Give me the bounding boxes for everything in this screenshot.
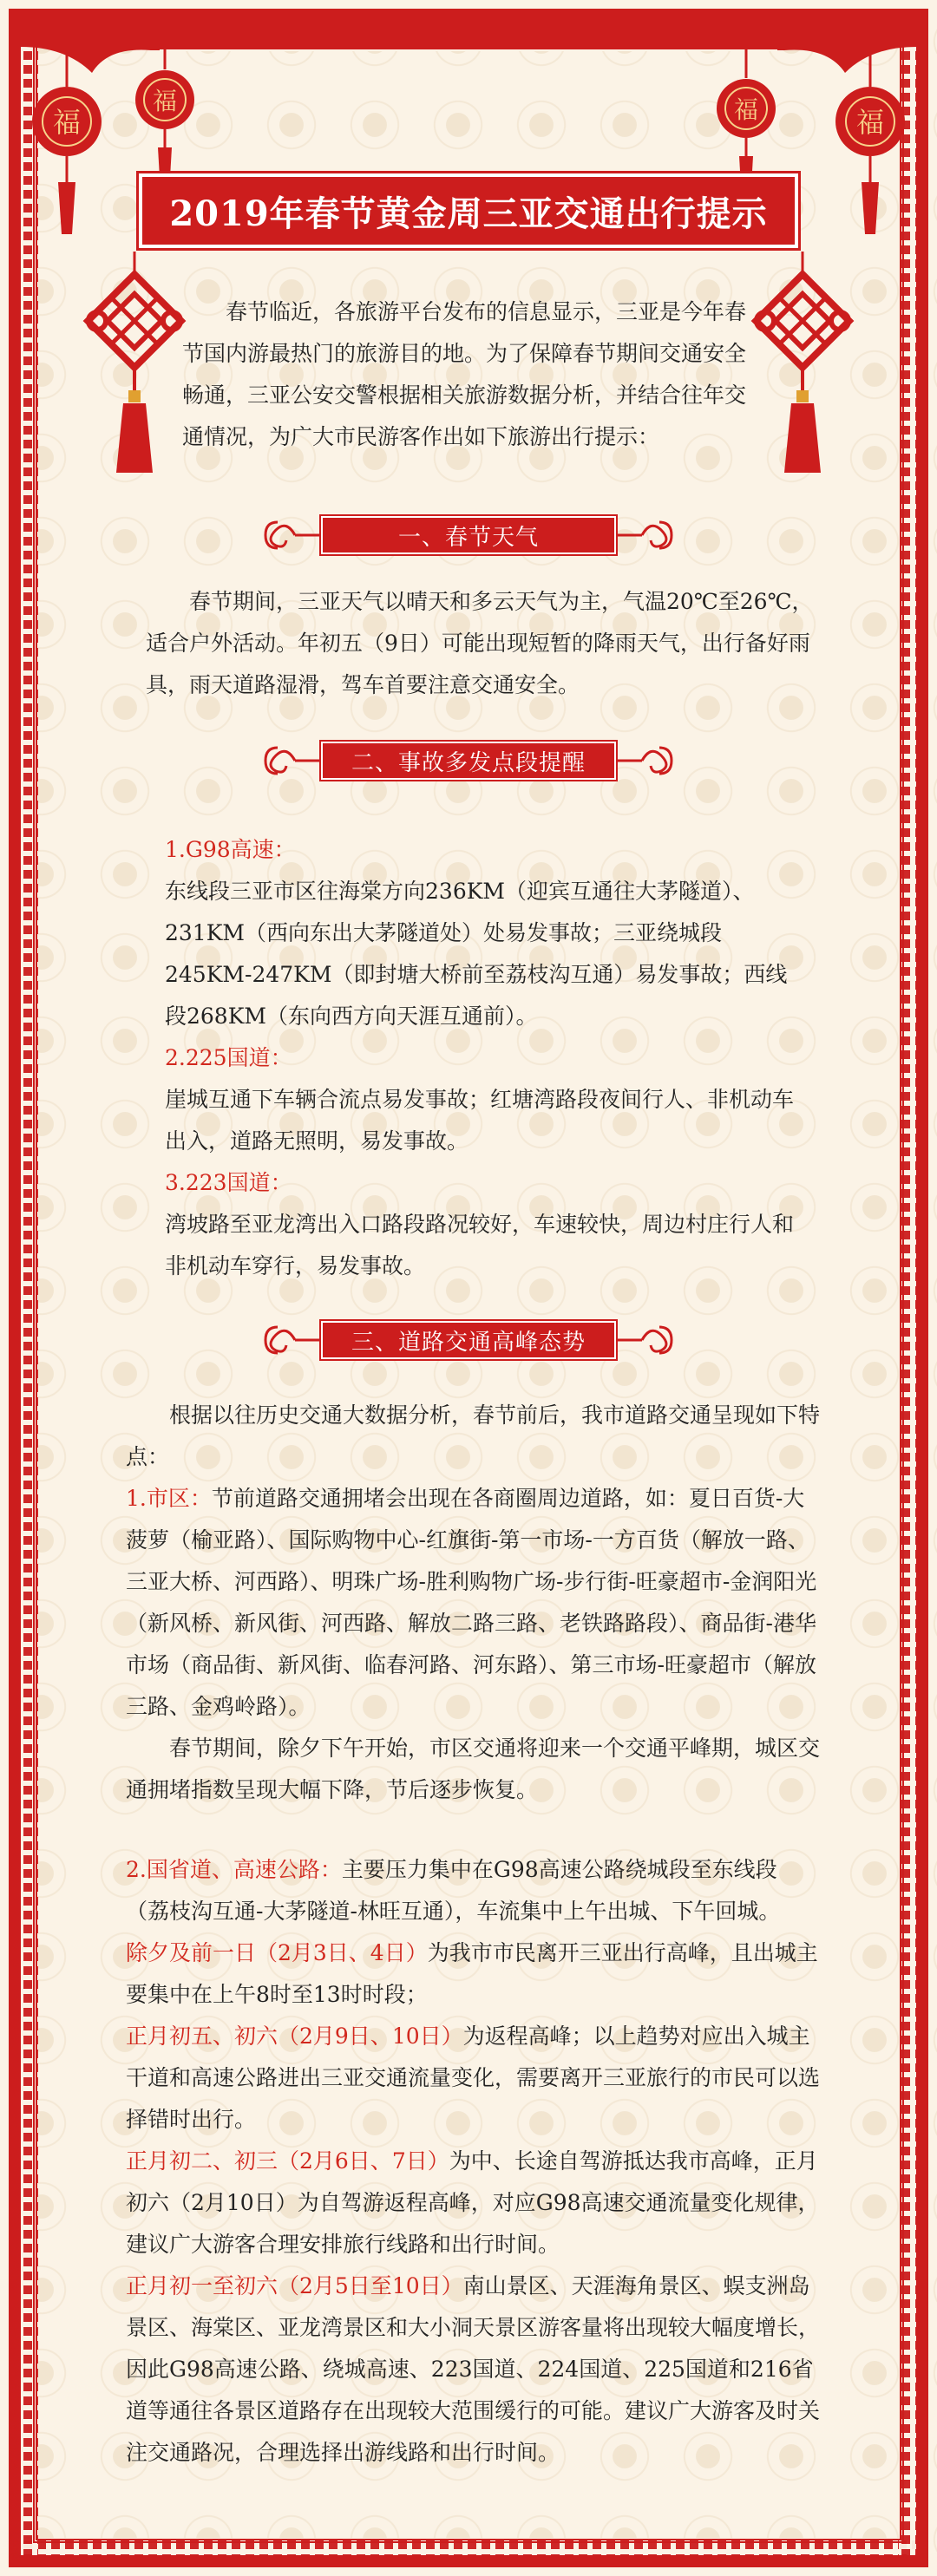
section-2-heading-text: 二、事故多发点段提醒 <box>351 749 586 776</box>
city-paragraph <box>126 1478 820 1728</box>
section-1-body <box>146 581 814 706</box>
peak-label-3: 正月初二、初三（2月6日、7日） <box>126 2148 449 2174</box>
peak-paragraph-3 <box>126 2141 820 2265</box>
chinese-knot-icon-left <box>78 252 191 477</box>
auspicious-cloud-icon-right <box>616 513 677 557</box>
highway-paragraph <box>126 1849 820 1932</box>
section-1-heading-text: 一、春节天气 <box>397 524 539 551</box>
g98-body: 东线段三亚市区往海棠方向236KM（迎宾互通往大茅隧道）、231KM（西向东出大茅隧道处）处易发事故；三亚绕城段245KM-247KM（即封塘大桥前至荔枝沟互通）易发事故；西线段268KM（东向西方向天涯互通前）。 <box>165 879 788 1029</box>
auspicious-cloud-icon-right <box>616 739 677 782</box>
peak-paragraph-4 <box>126 2265 820 2474</box>
g98-label: 1.G98高速： <box>165 837 296 862</box>
auspicious-cloud-icon-left <box>260 513 321 557</box>
auspicious-cloud-icon-right <box>616 1318 677 1362</box>
city-label: 1.市区： <box>126 1486 212 1511</box>
g225-body: 崖城互通下车辆合流点易发事故；红塘湾路段夜间行人、非机动车出入，道路无照明，易发事故。 <box>165 1087 795 1154</box>
fu-lantern-icon-left-outer <box>28 52 106 243</box>
peak-paragraph-2 <box>126 2016 820 2141</box>
peak-body-4: 南山景区、天涯海角景区、蜈支洲岛景区、海棠区、亚龙湾景区和大小洞天景区游客量将出现较大幅度增长，因此G98高速公路、绕城高速、223国道、224国道、225国道和216省道等通往各景区道路存在出现较大范围缓行的可能。建议广大游客及时关注交通路况，合理选择出游线路和出行时间。 <box>126 2273 821 2465</box>
chinese-knot-icon-right <box>746 252 859 477</box>
city-body: 节前道路交通拥堵会出现在各商圈周边道路，如：夏日百货-大菠萝（榆亚路）、国际购物中心-红旗街-第一市场-一方百货（解放一路、三亚大桥、河西路）、明珠广场-胜利购物广场-步行街-旺豪超市-金润阳光（新风桥、新风街、河西路、解放二路三路、老铁路路段）、商品街-港华市场（商品街、新风街、临春河路、河东路）、第三市场-旺豪超市（解放三路、金鸡岭路）。 <box>126 1486 817 1719</box>
section-1-heading <box>0 513 937 557</box>
section-2-body <box>165 829 798 1287</box>
peak-body-3: 为中、长途自驾游抵达我市高峰，正月初六（2月10日）为自驾游返程高峰，对应G98高速交通流量变化规律，建议广大游客合理安排旅行线路和出行时间。 <box>126 2148 820 2257</box>
auspicious-cloud-icon-left <box>260 739 321 782</box>
intro-paragraph <box>182 291 755 458</box>
peak-label-2: 正月初五、初六（2月9日、10日） <box>126 2024 463 2049</box>
section-3-heading-text: 三、道路交通高峰态势 <box>351 1329 586 1356</box>
intro-text: 春节临近，各旅游平台发布的信息显示，三亚是今年春节国内游最热门的旅游目的地。为了保障春节期间交通安全畅通，三亚公安交警根据相关旅游数据分析，并结合往年交通情况，为广大市民游客作出如下旅游出行提示： <box>182 299 747 449</box>
peak-label-1: 除夕及前一日（2月3日、4日） <box>126 1940 428 1965</box>
page-title <box>139 173 798 248</box>
section-1-body-text: 春节期间，三亚天气以晴天和多云天气为主，气温20℃至26℃，适合户外活动。年初五（9日）可能出现短暂的降雨天气，出行备好雨具，雨天道路湿滑，驾车首要注意交通安全。 <box>146 589 814 697</box>
section-2-heading <box>0 739 937 782</box>
g225-label: 2.225国道： <box>165 1045 292 1070</box>
svg-text:福: 福 <box>733 95 759 124</box>
peak-body-2: 为返程高峰；以上趋势对应出入城主干道和高速公路进出三亚交通流量变化，需要离开三亚旅行的市民可以选择错时出行。 <box>126 2024 821 2132</box>
section-3-body <box>126 1395 820 2474</box>
city-note: 春节期间，除夕下午开始，市区交通将迎来一个交通平峰期，城区交通拥堵指数呈现大幅下降，节后逐步恢复。 <box>126 1736 821 1802</box>
highway-body: 主要压力集中在G98高速公路绕城段至东线段（荔枝沟互通-大茅隧道-林旺互通），车流集中上午出城、下午回城。 <box>126 1857 781 1924</box>
auspicious-cloud-icon-left <box>260 1318 321 1362</box>
highway-label: 2.国省道、高速公路： <box>126 1857 342 1882</box>
svg-text:福: 福 <box>52 106 82 139</box>
section-3-intro: 根据以往历史交通大数据分析，春节前后，我市道路交通呈现如下特点： <box>126 1402 821 1469</box>
fu-lantern-icon-right-outer <box>831 52 909 243</box>
peak-label-4: 正月初一至初六（2月5日至10日） <box>126 2273 463 2298</box>
peak-body-1: 为我市市民离开三亚出行高峰，且出城主要集中在上午8时至13时时段； <box>126 1940 818 2007</box>
section-3-heading <box>0 1318 937 1362</box>
g223-body: 湾坡路至亚龙湾出入口路段路况较好，车速较快，周边村庄行人和非机动车穿行，易发事故。 <box>165 1212 795 1278</box>
g223-label: 3.223国道： <box>165 1170 292 1195</box>
svg-text:福: 福 <box>152 87 178 115</box>
peak-paragraph-1 <box>126 1932 820 2016</box>
page-title-text: 2019年春节黄金周三亚交通出行提示 <box>169 193 768 234</box>
svg-text:福: 福 <box>855 106 885 139</box>
